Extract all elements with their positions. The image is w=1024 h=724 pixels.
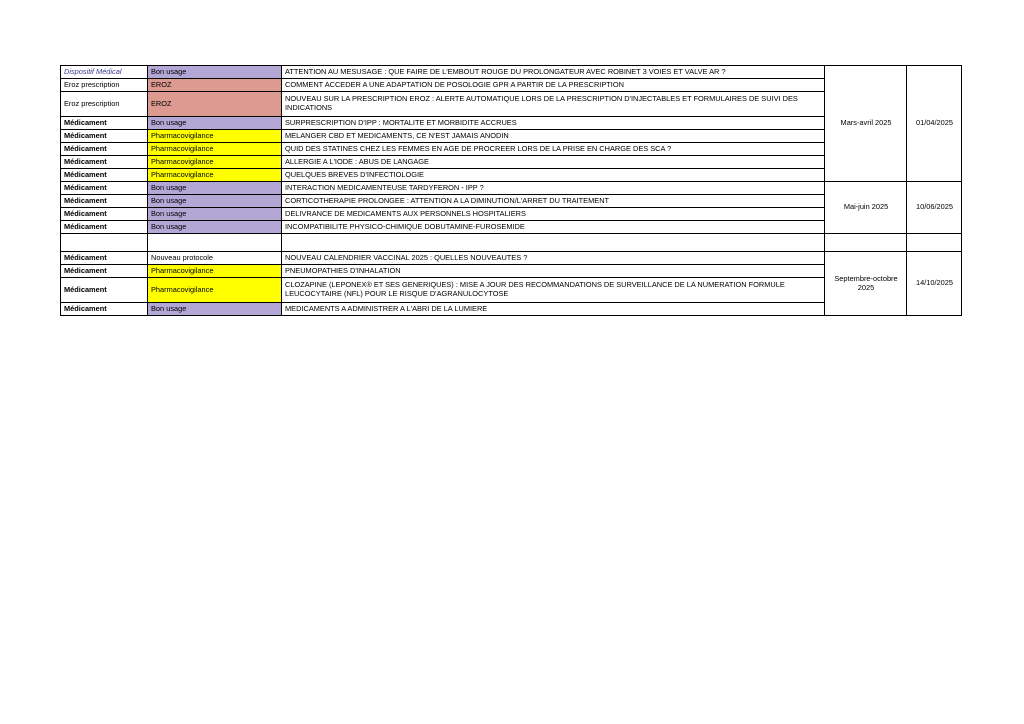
cell-category: Pharmacovigilance [148,143,282,156]
cell-title: PNEUMOPATHIES D'INHALATION [282,265,825,278]
cell-type: Médicament [61,117,148,130]
cell-title: QUID DES STATINES CHEZ LES FEMMES EN AGE DE PROCREER LORS DE LA PRISE EN CHARGE DES SCA ? [282,143,825,156]
cell-category: EROZ [148,92,282,117]
cell-title: CLOZAPINE (LEPONEX® ET SES GENERIQUES) : MISE A JOUR DES RECOMMANDATIONS DE SURVEILLANCE DE LA NUMERATION FORMULE LEUCOCYTAIRE (NFL) POUR LE RISQUE D'AGRANULOCYTOSE [282,278,825,303]
cell-type: Eroz prescription [61,92,148,117]
cell-category: Pharmacovigilance [148,278,282,303]
cell-title: QUELQUES BREVES D'INFECTIOLOGIE [282,169,825,182]
table-body [61,66,962,316]
cell-category: Pharmacovigilance [148,130,282,143]
cell-title: NOUVEAU SUR LA PRESCRIPTION EROZ : ALERTE AUTOMATIQUE LORS DE LA PRESCRIPTION D'INJECTABLES ET FORMULAIRES DE SUIVI DES INDICATIONS [282,92,825,117]
cell-type [61,234,148,252]
cell-category: Pharmacovigilance [148,169,282,182]
cell-type: Eroz prescription [61,79,148,92]
cell-type: Médicament [61,278,148,303]
cell-title: SURPRESCRIPTION D'IPP : MORTALITE ET MORBIDITE ACCRUES [282,117,825,130]
cell-title [282,234,825,252]
cell-type: Médicament [61,195,148,208]
cell-period [825,234,907,252]
table-row [61,234,962,252]
cell-category: Pharmacovigilance [148,265,282,278]
cell-period: Septembre-octobre 2025 [825,252,907,316]
cell-date: 14/10/2025 [907,252,962,316]
cell-category: Bon usage [148,66,282,79]
cell-category: Bon usage [148,195,282,208]
cell-category: Nouveau protocole [148,252,282,265]
cell-category: Pharmacovigilance [148,156,282,169]
cell-title: CORTICOTHERAPIE PROLONGEE : ATTENTION A LA DIMINUTION/L'ARRET DU TRAITEMENT [282,195,825,208]
cell-type: Médicament [61,182,148,195]
cell-category: EROZ [148,79,282,92]
cell-type: Médicament [61,130,148,143]
cell-type: Médicament [61,221,148,234]
spreadsheet-area [60,65,961,316]
cell-category: Bon usage [148,117,282,130]
cell-title: INTERACTION MEDICAMENTEUSE TARDYFERON - IPP ? [282,182,825,195]
cell-title: INCOMPATIBILITE PHYSICO-CHIMIQUE DOBUTAMINE-FUROSEMIDE [282,221,825,234]
cell-title: COMMENT ACCEDER A UNE ADAPTATION DE POSOLOGIE GPR A PARTIR DE LA PRESCRIPTION [282,79,825,92]
cell-title: NOUVEAU CALENDRIER VACCINAL 2025 : QUELLES NOUVEAUTES ? [282,252,825,265]
cell-category: Bon usage [148,182,282,195]
cell-type: Médicament [61,169,148,182]
cell-title: ALLERGIE A L'IODE : ABUS DE LANGAGE [282,156,825,169]
cell-category [148,234,282,252]
cell-period: Mars-avril 2025 [825,66,907,182]
table-row [61,66,962,79]
table-row [61,182,962,195]
cell-title: ATTENTION AU MESUSAGE : QUE FAIRE DE L'EMBOUT ROUGE DU PROLONGATEUR AVEC ROBINET 3 VOIES ET VALVE AR ? [282,66,825,79]
cell-date: 10/06/2025 [907,182,962,234]
table-row [61,252,962,265]
cell-title: MELANGER CBD ET MEDICAMENTS, CE N'EST JAMAIS ANODIN [282,130,825,143]
cell-title: MEDICAMENTS A ADMINISTRER A L'ABRI DE LA LUMIERE [282,303,825,316]
cell-category: Bon usage [148,303,282,316]
cell-date [907,234,962,252]
cell-type: Médicament [61,208,148,221]
cell-period: Mai-juin 2025 [825,182,907,234]
cell-type: Médicament [61,303,148,316]
cell-type: Médicament [61,156,148,169]
cell-type: Médicament [61,252,148,265]
cell-title: DELIVRANCE DE MEDICAMENTS AUX PERSONNELS HOSPITALIERS [282,208,825,221]
cell-type: Médicament [61,143,148,156]
cell-category: Bon usage [148,221,282,234]
cell-type: Dispositif Médical [61,66,148,79]
bulletin-table [60,65,962,316]
cell-category: Bon usage [148,208,282,221]
cell-date: 01/04/2025 [907,66,962,182]
cell-type: Médicament [61,265,148,278]
